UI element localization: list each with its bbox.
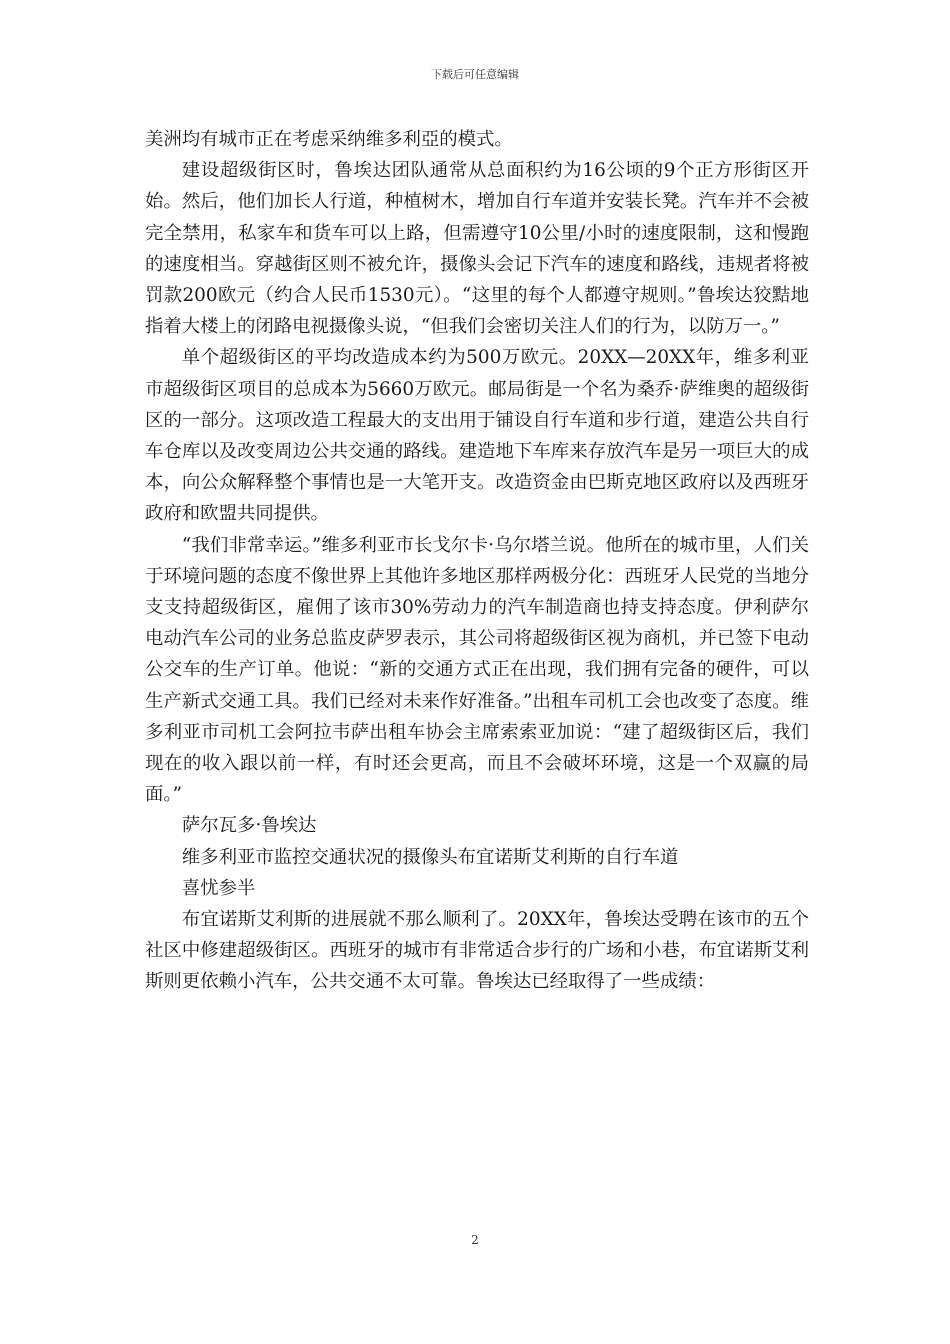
section-heading: 喜忧参半 [181,877,256,899]
paragraph-cost: 单个超级街区的平均改造成本约为500万欧元。20XX—20XX年，维多利亚市超级街区项目的总成本为5660万欧元。邮局街是一个名为桑乔·萨维奥的超级街区的一部分。这项改造工程最大的支出用于铺设自行车道和步行道，建造公共自行车仓库以及改变周边公共交通的路线。建造地下车库来存放汽车是另一项巨大的成本，向公众解释整个事情也是一大笔开支。改造资金由巴斯克地区政府以及西班牙政府和欧盟共同提供。 [145,347,809,525]
paragraph-buenos-aires: 布宜诺斯艾利斯的进展就不那么顺利了。20XX年，鲁埃达受聘在该市的五个社区中修建超级街区。西班牙的城市有非常适合步行的广场和小巷，布宜诺斯艾利斯则更依赖小汽车，公共交通不太可靠。鲁埃达已经取得了一些成绩： [145,909,809,993]
caption-cameras-bike-lanes: 维多利亚市监控交通状况的摄像头布宜诺斯艾利斯的自行车道 [181,846,679,868]
page-header: 下载后可任意编辑 [431,68,519,81]
caption-salvador-rueda: 萨尔瓦多·鲁埃达 [181,815,317,837]
document-body [145,124,809,998]
paragraph-construction: 建设超级街区时，鲁埃达团队通常从总面积约为16公顷的9个正方形街区开始。然后，他们加长人行道，种植树木，增加自行车道并安装长凳。汽车并不会被完全禁用，私家车和货车可以上路，但需遵守10公里/小时的速度限制，这和慢跑的速度相当。穿越街区则不被允许，摄像头会记下汽车的速度和路线，违规者将被罚款200欧元（约合人民币1530元）。“这里的每个人都遵守规则。”鲁埃达狡黠地指着大楼上的闭路电视摄像头说，“但我们会密切关注人们的行为，以防万一。” [145,160,809,338]
paragraph-continuation: 美洲均有城市正在考虑采纳维多利亞的模式。 [145,129,513,150]
page-number: 2 [471,1233,479,1247]
paragraph-mayor-quote: “我们非常幸运。”维多利亚市长戈尔卡·乌尔塔兰说。他所在的城市里，人们关于环境问题的态度不像世界上其他许多地区那样两极分化：西班牙人民党的当地分支支持超级街区，雇佣了该市30%劳动力的汽车制造商也持支持态度。伊利萨尔电动汽车公司的业务总监皮萨罗表示，其公司将超级街区视为商机，并已签下电动公交车的生产订单。他说：“新的交通方式正在出现，我们拥有完备的硬件，可以生产新式交通工具。我们已经对未来作好准备。”出租车司机工会也改变了态度。维多利亚市司机工会阿拉韦萨出租车协会主席索索亚加说：“建了超级街区后，我们现在的收入跟以前一样，有时还会更高，而且不会破坏环境，这是一个双赢的局面。” [145,534,809,806]
